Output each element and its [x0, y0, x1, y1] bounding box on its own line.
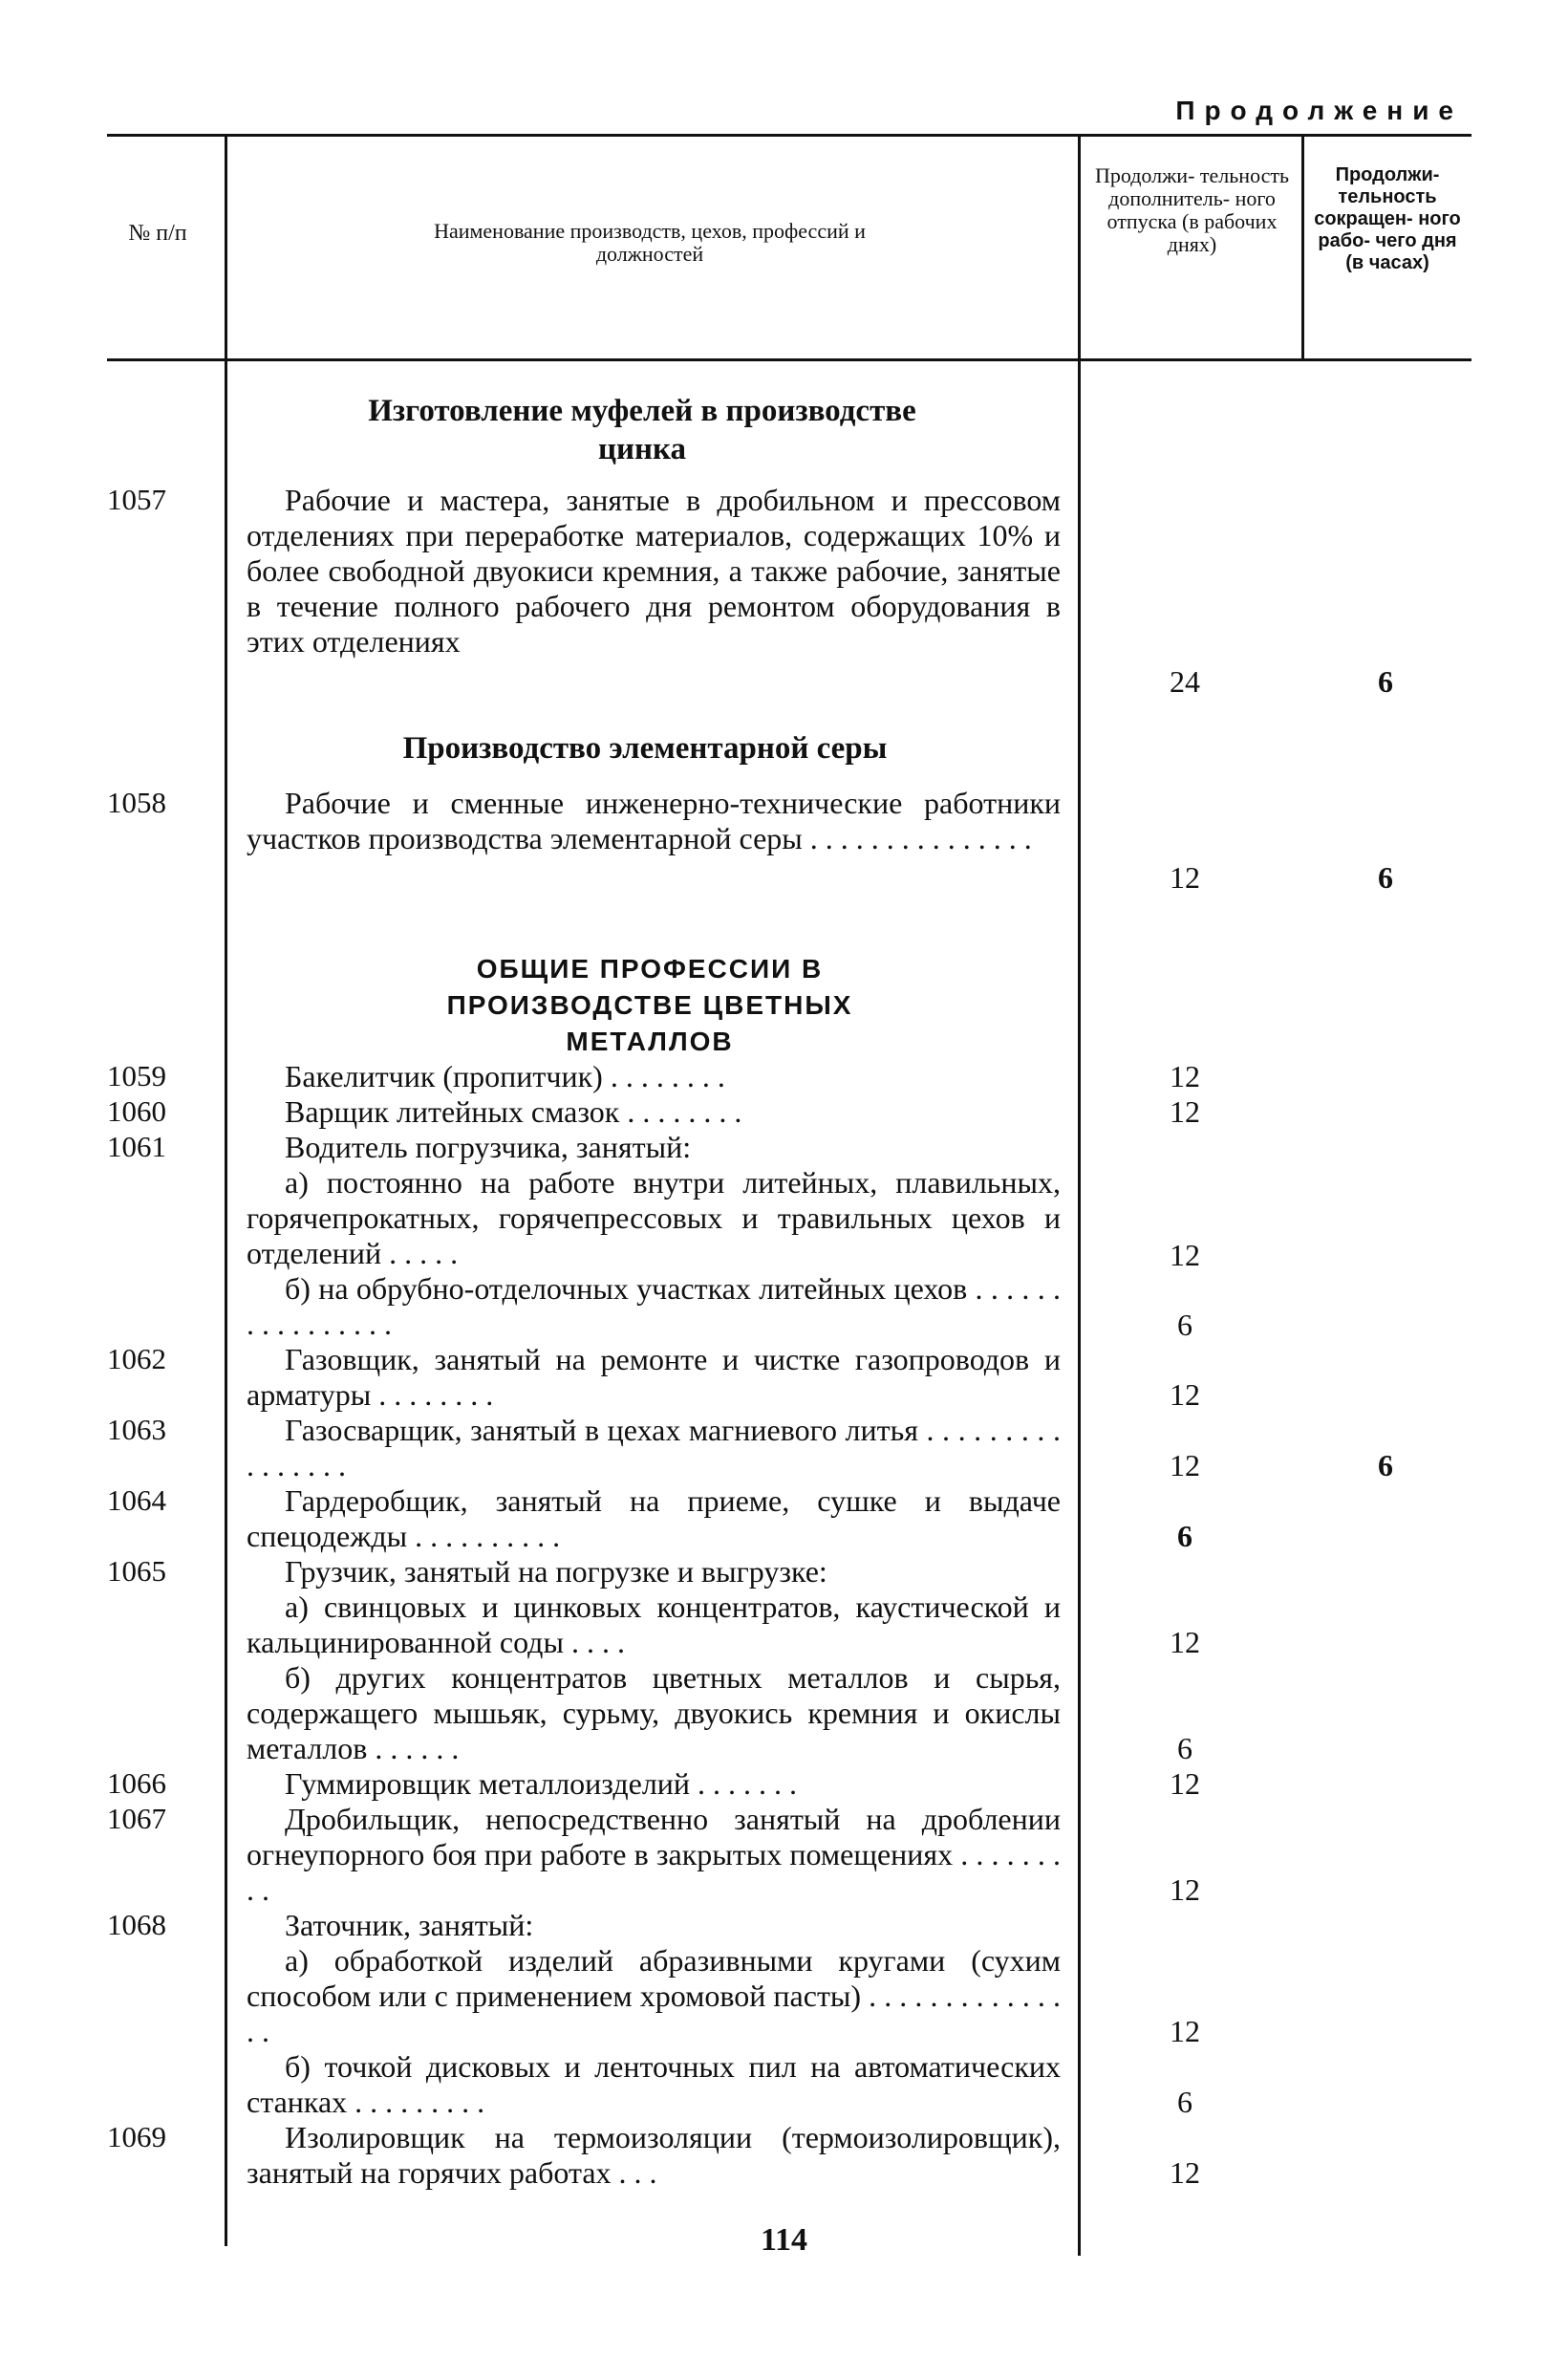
row-text: Рабочие и сменные инженерно-технические работники участков производства элементарной серы . . . . . . . . . . . . . . . [247, 786, 1061, 855]
leave-value: 12 [1170, 2155, 1200, 2190]
header-bottom-rule [107, 358, 1471, 361]
row-number: 1068 [107, 1908, 166, 1941]
row-text: а) свинцовых и цинковых концентратов, каустической и кальцинированной соды . . . . [247, 1590, 1061, 1659]
header-number: № п/п [128, 221, 187, 246]
row-text: Рабочие и мастера, занятые в дробильном и прессовом отделениях при переработке материалов, содержащих 10% и более свободной двуокиси кремния, а также рабочие, занятые в течение полного рабочего дня ремонтом оборудования в этих отделениях [247, 483, 1061, 659]
col-divider-1 [225, 134, 227, 2246]
leave-value: 12 [1170, 1094, 1200, 1129]
row-number: 1063 [107, 1413, 166, 1446]
day-value: 6 [1378, 860, 1393, 895]
row-number: 1069 [107, 2120, 166, 2153]
row-number: 1058 [107, 786, 166, 819]
row-text: б) точкой дисковых и ленточных пил на автоматических станках . . . . . . . . . [247, 2049, 1061, 2119]
leave-value: 24 [1170, 664, 1200, 699]
leave-value: 6 [1177, 2085, 1192, 2119]
row-text: а) постоянно на работе внутри литейных, плавильных, горячепрокатных, горячепрессовых и травильных цехов и отделений . . . . . [247, 1165, 1061, 1270]
row-text: Газосварщик, занятый в цехах магниевого литья . . . . . . . . . . . . . . . . [247, 1413, 1061, 1482]
header-leave: Продолжи- тельность дополнитель- ного отпуска (в рабочих днях) [1094, 163, 1290, 256]
row-number: 1065 [107, 1554, 166, 1588]
leave-value: 12 [1170, 1448, 1200, 1482]
row-text: Газовщик, занятый на ремонте и чистке газопроводов и арматуры . . . . . . . . [247, 1342, 1061, 1412]
row-number: 1064 [107, 1483, 166, 1517]
header-name: Наименование производств, цехов, профессий и должностей [434, 219, 866, 266]
row-text: Дробильщик, непосредственно занятый на дроблении огнеупорного боя при работе в закрытых помещениях . . . . . . . . . [247, 1802, 1061, 1907]
header-day: Продолжи- тельность сокращен- ного рабо- чего дня (в часах) [1314, 164, 1461, 273]
leave-value: 12 [1170, 1625, 1200, 1659]
continuation-label: Продолжение [1175, 96, 1463, 125]
row-number: 1059 [107, 1059, 166, 1092]
row-number: 1062 [107, 1342, 166, 1375]
row-number: 1066 [107, 1766, 166, 1800]
row-number: 1060 [107, 1094, 166, 1128]
row-text: Водитель погрузчика, занятый: [285, 1130, 692, 1164]
row-text: Бакелитчик (пропитчик) . . . . . . . . [285, 1059, 725, 1093]
table-top-rule [107, 134, 1471, 137]
section-title-zinc-muffles: Изготовление муфелей в производстве цинка [368, 394, 916, 466]
col-divider-2 [1078, 134, 1081, 2256]
row-number: 1061 [107, 1130, 166, 1163]
col-divider-3 [1301, 134, 1304, 358]
row-text: а) обработкой изделий абразивными кругами (сухим способом или с применением хромовой пасты) . . . . . . . . . . . . . . . [247, 1943, 1061, 2048]
leave-value: 6 [1177, 1308, 1192, 1342]
leave-value: 12 [1170, 860, 1200, 895]
leave-value: 12 [1170, 1059, 1200, 1093]
section-title-sulfur: Производство элементарной серы [402, 731, 888, 766]
day-value: 6 [1378, 1448, 1393, 1482]
row-text: б) на обрубно-отделочных участках литейных цехов . . . . . . . . . . . . . . . . [247, 1271, 1061, 1341]
row-number: 1067 [107, 1802, 166, 1835]
day-value: 6 [1378, 664, 1393, 699]
row-number: 1057 [107, 483, 166, 516]
leave-value: 6 [1177, 1519, 1192, 1553]
leave-value: 12 [1170, 1377, 1200, 1412]
leave-value: 12 [1170, 1872, 1200, 1907]
row-text: Заточник, занятый: [285, 1908, 534, 1942]
row-text: Грузчик, занятый на погрузке и выгрузке: [285, 1554, 827, 1589]
row-text: Гуммировщик металлоизделий . . . . . . . [285, 1766, 798, 1801]
row-text: б) других концентратов цветных металлов и сырья, содержащего мышьяк, сурьму, двуокись кремния и окислы металлов . . . . . . [247, 1660, 1061, 1765]
page-number: 114 [760, 2222, 808, 2258]
leave-value: 12 [1170, 1766, 1200, 1801]
leave-value: 12 [1170, 1238, 1200, 1272]
row-text: Изолировщик на термоизоляции (термоизолировщик), занятый на горячих работах . . . [247, 2120, 1061, 2190]
leave-value: 12 [1170, 2014, 1200, 2048]
leave-value: 6 [1177, 1731, 1192, 1765]
row-text: Гардеробщик, занятый на приеме, сушке и выдаче спецодежды . . . . . . . . . . [247, 1483, 1061, 1553]
section-title-general-professions: ОБЩИЕ ПРОФЕССИИ В ПРОИЗВОДСТВЕ ЦВЕТНЫХ МЕТАЛЛОВ [446, 954, 853, 1056]
row-text: Варщик литейных смазок . . . . . . . . [285, 1094, 742, 1129]
